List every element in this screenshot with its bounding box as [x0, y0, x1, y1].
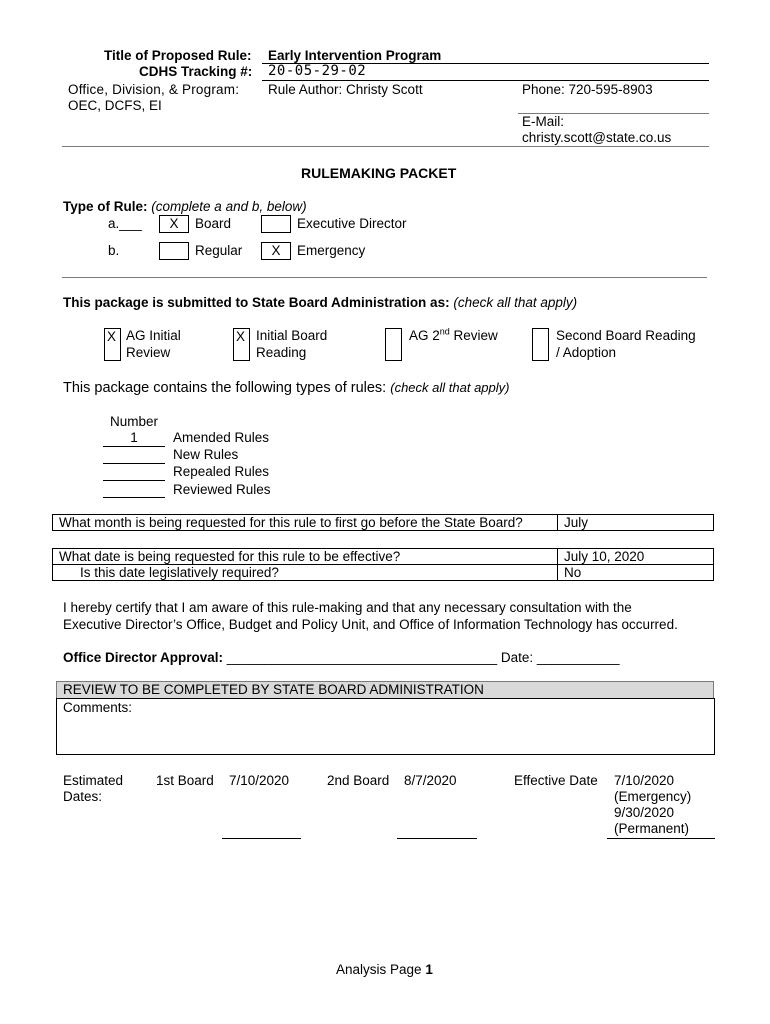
second-board-value: 8/7/2020 — [404, 773, 457, 788]
title-label: Title of Proposed Rule: — [104, 48, 252, 63]
month-question: What month is being requested for this rule to first go before the State Board? — [53, 515, 558, 531]
effective-date-line4: (Permanent) — [614, 821, 690, 836]
new-count-line — [103, 463, 165, 464]
type-of-rule-instruction: (complete a and b, below) — [151, 199, 307, 214]
page-number: 1 — [425, 962, 433, 977]
estimated-line1: Estimated — [63, 773, 124, 788]
rule-types-heading — [63, 380, 509, 396]
page-footer — [336, 962, 433, 978]
legis-answer[interactable]: No — [558, 565, 714, 581]
estimated-line2: Dates: — [63, 789, 103, 804]
repealed-label: Repealed Rules — [173, 464, 270, 479]
regular-label: Regular — [195, 243, 243, 258]
first-board-label: 1st Board — [156, 773, 214, 788]
month-row — [53, 515, 714, 531]
month-table — [52, 514, 714, 531]
approval-date-label: Date: — [500, 650, 534, 665]
second-board-reading-checkbox[interactable] — [532, 328, 549, 361]
rule-types-label: This package contains the following types of rules: — [63, 380, 387, 396]
initial-board-reading-line1: Initial Board — [256, 328, 328, 343]
number-header: Number — [110, 414, 159, 429]
second-board-line — [397, 838, 477, 839]
initial-board-reading-line2: Reading — [256, 345, 307, 360]
type-of-rule-heading — [63, 199, 307, 215]
email-value: christy.scott@state.co.us — [522, 130, 672, 145]
type-of-rule-label: Type of Rule: — [63, 199, 148, 214]
tracking-underline — [262, 80, 709, 81]
ag-second-review-post: Review — [449, 328, 498, 343]
submission-instruction: (check all that apply) — [453, 295, 578, 310]
new-label: New Rules — [173, 447, 239, 462]
effective-date-line3: 9/30/2020 — [614, 805, 675, 820]
rule-types-instruction: (check all that apply) — [390, 380, 510, 395]
certify-line2: Executive Director’s Office, Budget and Policy Unit, and Office of Information Technology has occurred. — [63, 617, 678, 632]
office-value: OEC, DCFS, EI — [68, 98, 162, 113]
submission-label: This package is submitted to State Board Administration as: — [63, 295, 450, 310]
type-divider — [62, 277, 707, 278]
legis-row — [53, 565, 714, 581]
ag-initial-review-line1: AG Initial — [126, 328, 181, 343]
effective-date-line1: 7/10/2020 — [614, 773, 675, 788]
submission-heading — [63, 295, 577, 311]
date-row — [53, 549, 714, 565]
ag-initial-review-line2: Review — [126, 345, 171, 360]
review-header: REVIEW TO BE COMPLETED BY STATE BOARD ADMINISTRATION — [63, 682, 484, 697]
regular-checkbox[interactable] — [159, 242, 189, 260]
amended-count[interactable]: 1 — [130, 430, 138, 445]
legis-question: Is this date legislatively required? — [53, 565, 558, 581]
repealed-count-line — [103, 480, 165, 481]
amended-label: Amended Rules — [173, 430, 270, 445]
date-question: What date is being requested for this rule to be effective? — [53, 549, 558, 565]
ag-second-review-pre: AG 2 — [409, 328, 440, 343]
second-board-reading-line1: Second Board Reading — [556, 328, 696, 343]
phone: Phone: 720-595-8903 — [522, 82, 653, 97]
certify-line1: I hereby certify that I am aware of this rule-making and that any necessary consultation with the — [63, 600, 632, 615]
amended-count-line — [103, 446, 165, 447]
board-label: Board — [195, 216, 232, 231]
initial-board-reading-checkbox[interactable]: X — [233, 328, 250, 361]
row-b-label: b. — [108, 243, 120, 258]
effective-date-underline — [607, 838, 715, 839]
reviewed-label: Reviewed Rules — [173, 482, 271, 497]
month-answer[interactable]: July — [558, 515, 714, 531]
rule-author: Rule Author: Christy Scott — [268, 82, 423, 97]
second-board-label: 2nd Board — [327, 773, 390, 788]
comments-label: Comments: — [63, 700, 133, 715]
email-label: E-Mail: — [522, 114, 565, 129]
approval-label: Office Director Approval: — [63, 650, 224, 665]
ag-second-review-label — [409, 328, 498, 344]
date-answer[interactable]: July 10, 2020 — [558, 549, 714, 565]
page-footer-label: Analysis Page — [336, 962, 422, 977]
title-value: Early Intervention Program — [268, 48, 442, 63]
approval-date-line[interactable]: ___________ — [536, 650, 620, 665]
executive-director-checkbox[interactable] — [261, 215, 291, 233]
tracking-label: CDHS Tracking #: — [139, 64, 253, 79]
first-board-value: 7/10/2020 — [229, 773, 290, 788]
approval-line — [63, 650, 620, 666]
approval-signature-line[interactable]: ____________________________________ — [226, 650, 498, 665]
first-board-line — [222, 838, 301, 839]
effective-date-label: Effective Date — [514, 773, 598, 788]
header-divider — [62, 146, 709, 147]
ag-initial-review-checkbox[interactable]: X — [104, 328, 121, 361]
tracking-value: 20-05-29-02 — [268, 63, 367, 79]
executive-director-label: Executive Director — [297, 216, 407, 231]
comments-box[interactable] — [56, 698, 715, 755]
emergency-checkbox[interactable]: X — [261, 242, 291, 260]
board-checkbox[interactable]: X — [159, 215, 189, 233]
effective-date-line2: (Emergency) — [614, 789, 692, 804]
ag-second-review-checkbox[interactable] — [385, 328, 402, 361]
packet-title: RULEMAKING PACKET — [301, 165, 457, 181]
ag-second-review-sup: nd — [439, 326, 450, 337]
row-a-label: a.___ — [108, 216, 142, 231]
emergency-label: Emergency — [297, 243, 366, 258]
date-table — [52, 548, 714, 581]
reviewed-count-line — [103, 497, 165, 498]
office-label: Office, Division, & Program: — [68, 82, 240, 97]
second-board-reading-line2: / Adoption — [556, 345, 617, 360]
